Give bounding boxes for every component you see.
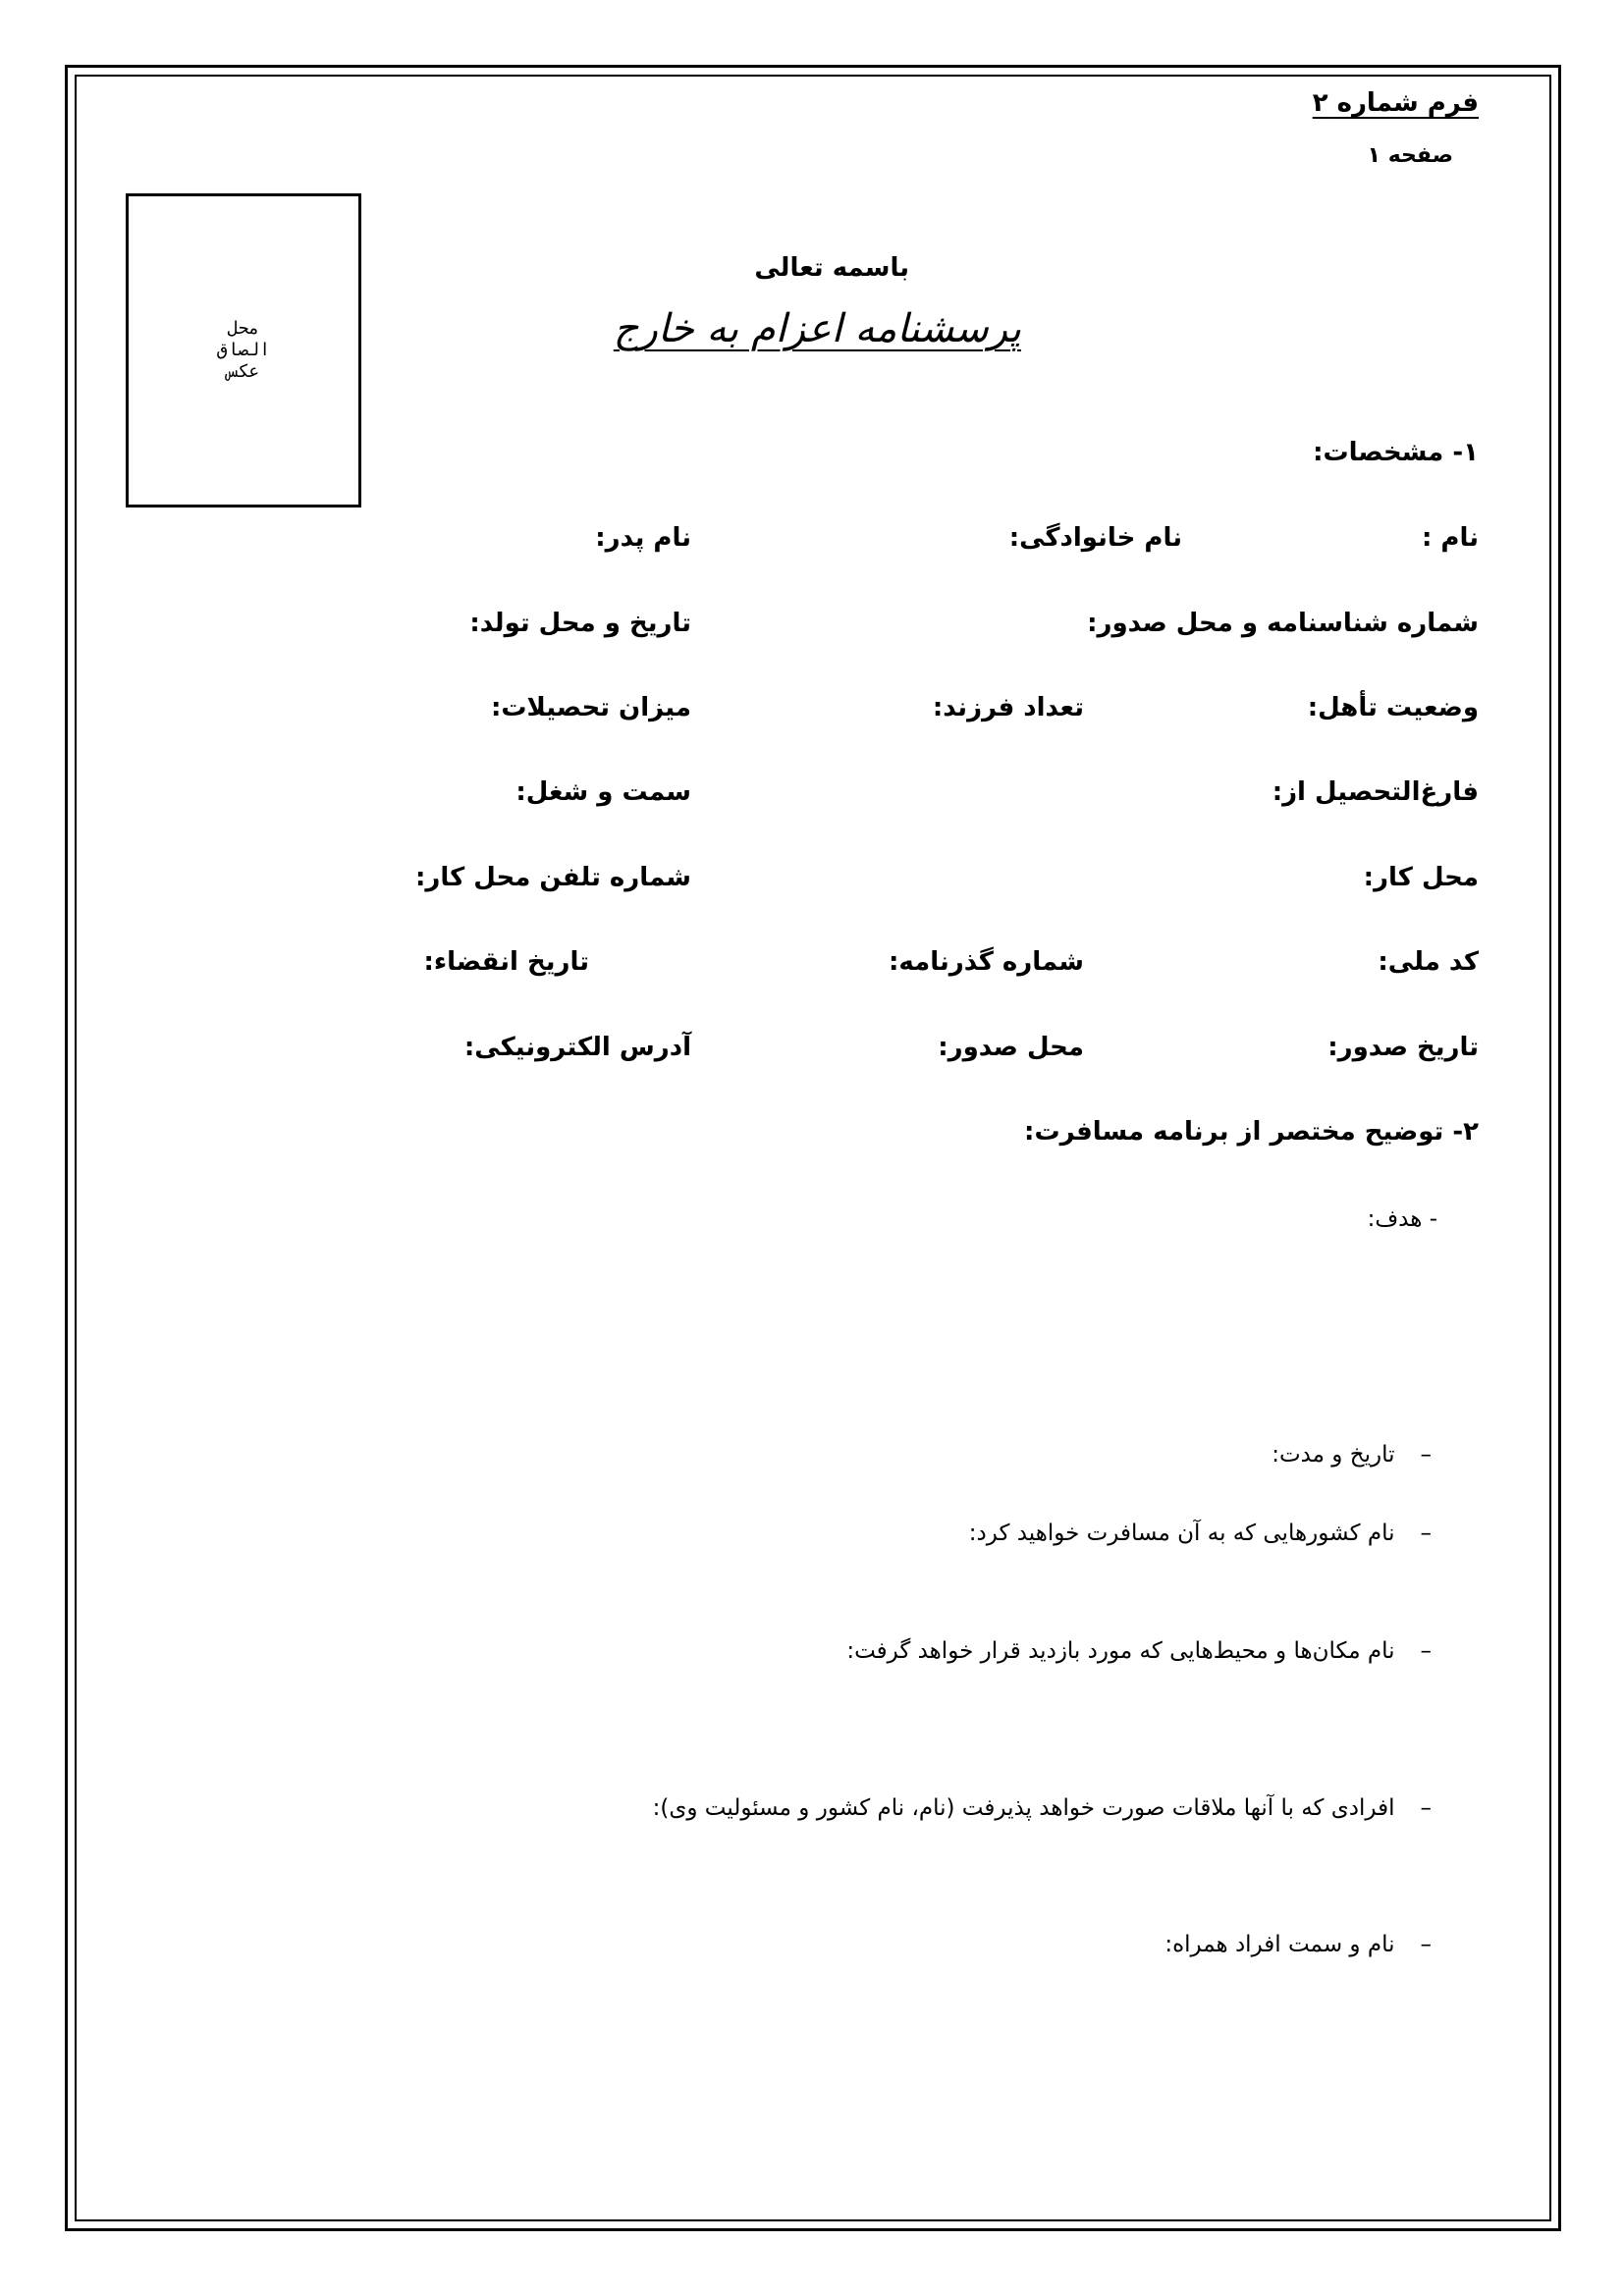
field-national-code: کد ملی: [1378,947,1479,977]
field-issue-place: محل صدور: [938,1033,1084,1062]
item-text: تاریخ و مدت: [1272,1442,1395,1468]
field-last-name: نام خانوادگی: [1008,523,1182,553]
photo-box [126,193,361,507]
field-id-number-place: شماره شناسنامه و محل صدور: [1087,609,1479,638]
field-first-name: نام : [1421,523,1479,553]
page-number: صفحه ۱ [1367,143,1453,168]
section2-heading: ۲- توضیح مختصر از برنامه مسافرت: [1024,1117,1479,1147]
form-number: فرم شماره ۲ [1312,88,1479,118]
section1-heading: ۱- مشخصات: [1313,438,1479,467]
section2-goal: - هدف: [1367,1206,1437,1232]
section2-item [1272,1442,1432,1468]
field-marital-status: وضعیت تأهل: [1307,693,1479,722]
photo-placeholder-label: محل الصاق عکس [216,318,271,382]
item-dash: – [1420,1638,1432,1664]
item-text: نام و سمت افراد همراه: [1164,1932,1395,1957]
field-position-job: سمت و شغل: [515,777,691,807]
field-father-name: نام پدر: [595,523,691,553]
field-email: آدرس الکترونیکی: [463,1033,691,1062]
item-dash: – [1420,1442,1432,1468]
field-birth-date-place: تاریخ و محل تولد: [469,609,691,638]
section2-item [969,1521,1432,1546]
item-text: افرادی که با آنها ملاقات صورت خواهد پذیرفت (نام، نام کشور و مسئولیت وی): [652,1795,1395,1821]
item-text: نام کشورهایی که به آن مسافرت خواهید کرد: [968,1521,1395,1546]
field-education-level: میزان تحصیلات: [490,693,691,722]
item-dash: – [1420,1932,1432,1957]
item-dash: – [1420,1795,1432,1821]
section2-item [653,1795,1432,1821]
field-passport-number: شماره گذرنامه: [888,947,1084,977]
item-text: نام مکان‌ها و محیط‌هایی که مورد بازدید قرار خواهد گرفت: [846,1638,1395,1664]
field-graduated-from: فارغ‌التحصیل از: [1272,777,1479,807]
section2-item [1164,1932,1432,1957]
form-title: پرسشنامه اعزام به خارج [613,306,1021,351]
field-expiry-date: تاریخ انقضاء: [423,947,589,977]
field-work-phone: شماره تلفن محل کار: [414,863,691,892]
field-children-count: تعداد فرزند: [932,693,1084,722]
basmala: باسمه تعالی [754,253,909,283]
field-issue-date: تاریخ صدور: [1327,1033,1479,1062]
section2-item [846,1638,1432,1664]
item-dash: – [1420,1521,1432,1546]
field-workplace: محل کار: [1363,863,1479,892]
